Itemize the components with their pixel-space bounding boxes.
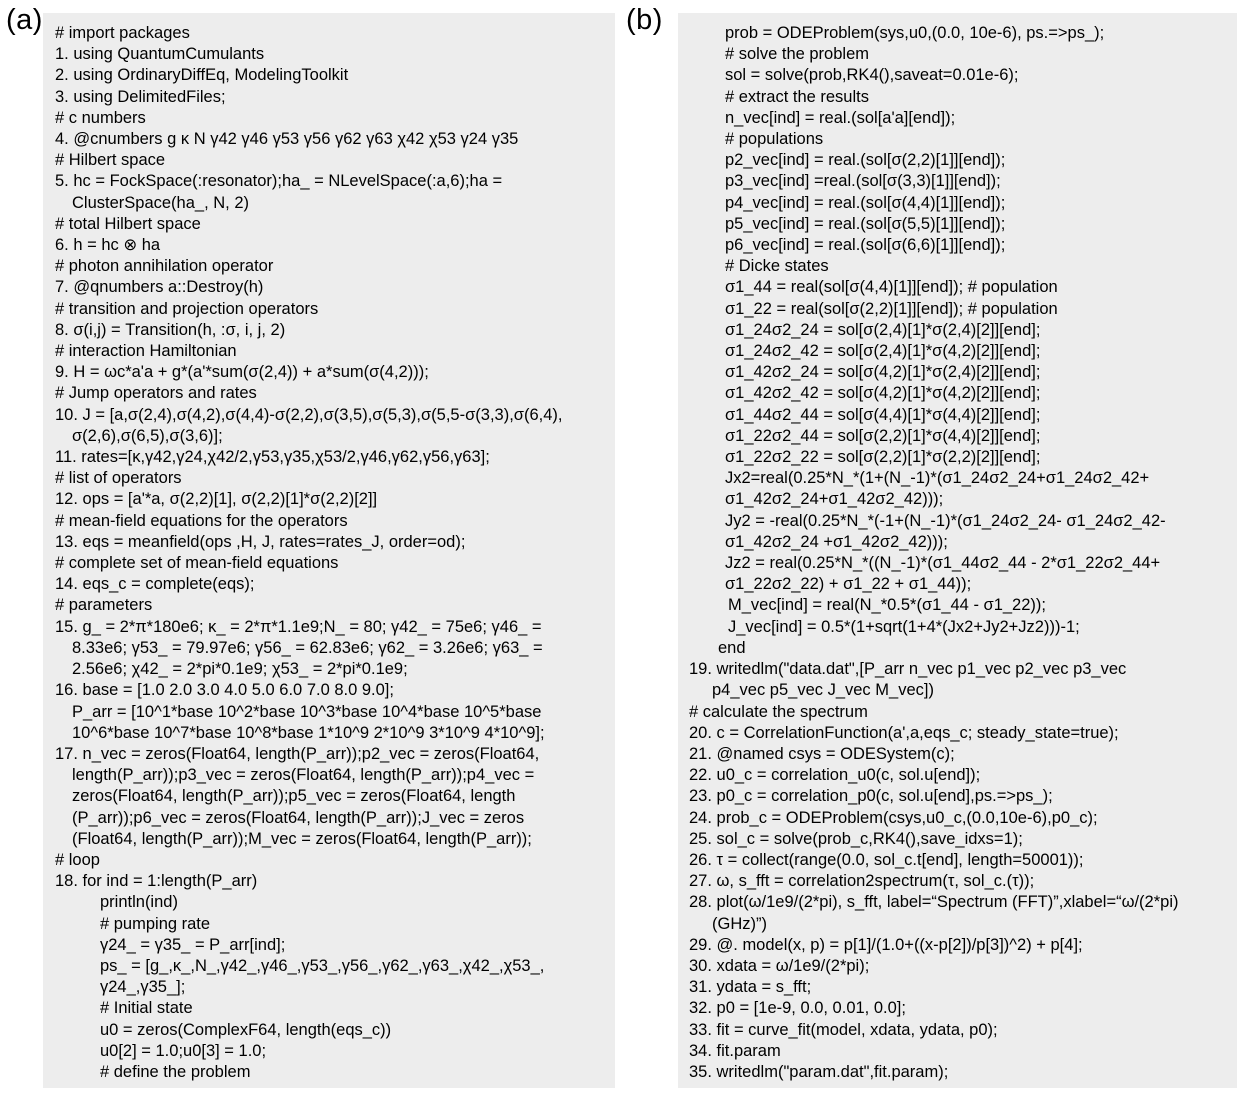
code-line: M_vec[ind] = real(N_*0.5*(σ1_44 - σ1_22)); bbox=[728, 596, 1046, 615]
code-line: 12. ops = [a'*a, σ(2,2)[1], σ(2,2)[1]*σ(2,2)[2]] bbox=[55, 490, 378, 509]
code-line: 13. eqs = meanfield(ops ,H, J, rates=rates_J, order=od); bbox=[55, 532, 466, 551]
code-line: 1. using QuantumCumulants bbox=[55, 45, 265, 64]
code-line: 25. sol_c = solve(prob_c,RK4(),save_idxs=1); bbox=[689, 829, 1023, 848]
code-line: # Dicke states bbox=[725, 257, 829, 276]
code-line: u0 = zeros(ComplexF64, length(eqs_c)) bbox=[100, 1020, 392, 1039]
code-line: 34. fit.param bbox=[689, 1041, 781, 1060]
code-line: σ1_24σ2_42 = sol[σ(2,4)[1]*σ(4,2)[2]][end]; bbox=[725, 342, 1041, 361]
code-line: # loop bbox=[55, 850, 100, 869]
code-line: σ1_22σ2_22) + σ1_22 + σ1_44)); bbox=[725, 575, 972, 594]
code-line: γ24_,γ35_]; bbox=[100, 978, 186, 997]
code-line: 2. using OrdinaryDiffEq, ModelingToolkit bbox=[55, 66, 349, 85]
code-line: # complete set of mean-field equations bbox=[55, 554, 339, 573]
code-line: 7. @qnumbers a::Destroy(h) bbox=[55, 278, 264, 297]
code-line: # pumping rate bbox=[100, 914, 211, 933]
code-line: 3. using DelimitedFiles; bbox=[55, 87, 226, 106]
code-line: 5. hc = FockSpace(:resonator);ha_ = NLevelSpace(:a,6);ha = bbox=[55, 172, 503, 191]
code-line: # extract the results bbox=[725, 87, 869, 106]
code-line: # mean-field equations for the operators bbox=[55, 511, 348, 530]
code-line: length(P_arr));p3_vec = zeros(Float64, length(P_arr));p4_vec = bbox=[72, 766, 535, 785]
code-line: # parameters bbox=[55, 596, 153, 615]
code-line: σ1_22σ2_44 = sol[σ(2,2)[1]*σ(4,4)[2]][end]; bbox=[725, 426, 1041, 445]
code-line: (GHz)”) bbox=[712, 914, 767, 933]
code-line: σ1_22σ2_22 = sol[σ(2,2)[1]*σ(2,2)[2]][end]; bbox=[725, 448, 1041, 467]
code-line: P_arr = [10^1*base 10^2*base 10^3*base 10^4*base 10^5*base bbox=[72, 702, 542, 721]
code-line: # transition and projection operators bbox=[55, 299, 319, 318]
code-line: 33. fit = curve_fit(model, xdata, ydata, p0); bbox=[689, 1020, 998, 1039]
code-line: σ1_42σ2_24 = sol[σ(4,2)[1]*σ(2,4)[2]][end]; bbox=[725, 363, 1041, 382]
code-line: σ1_42σ2_42 = sol[σ(4,2)[1]*σ(4,2)[2]][end]; bbox=[725, 384, 1041, 403]
code-line: 32. p0 = [1e-9, 0.0, 0.01, 0.0]; bbox=[689, 999, 906, 1018]
code-line: 20. c = CorrelationFunction(a',a,eqs_c; steady_state=true); bbox=[689, 723, 1119, 742]
code-line: σ1_44 = real(sol[σ(4,4)[1]][end]); # population bbox=[725, 278, 1058, 297]
code-line: 17. n_vec = zeros(Float64, length(P_arr));p2_vec = zeros(Float64, bbox=[55, 744, 540, 763]
code-line: ClusterSpace(ha_, N, 2) bbox=[72, 193, 249, 212]
code-line: 19. writedlm("data.dat",[P_arr n_vec p1_vec p2_vec p3_vec bbox=[689, 660, 1127, 679]
code-line: ps_ = [g_,κ_,N_,γ42_,γ46_,γ53_,γ56_,γ62_,γ63_,χ42_,χ53_, bbox=[100, 956, 545, 975]
code-line: println(ind) bbox=[100, 893, 178, 912]
code-line: 15. g_ = 2*π*180e6; κ_ = 2*π*1.1e9;N_ = 80; γ42_ = 75e6; γ46_ = bbox=[55, 617, 542, 636]
code-line: σ1_42σ2_24+σ1_42σ2_42))); bbox=[725, 490, 944, 509]
code-line: σ1_24σ2_24 = sol[σ(2,4)[1]*σ(2,4)[2]][end]; bbox=[725, 320, 1041, 339]
code-line: u0[2] = 1.0;u0[3] = 1.0; bbox=[100, 1041, 267, 1060]
code-line: 30. xdata = ω/1e9/(2*pi); bbox=[689, 956, 870, 975]
code-line: 9. H = ωc*a'a + g*(a'*sum(σ(2,4)) + a*sum(σ(4,2))); bbox=[55, 363, 429, 382]
code-line: 14. eqs_c = complete(eqs); bbox=[55, 575, 255, 594]
code-line: 11. rates=[κ,γ42,γ24,χ42/2,γ53,γ35,χ53/2,γ46,γ62,γ56,γ63]; bbox=[55, 448, 490, 467]
code-line: 4. @cnumbers g κ N γ42 γ46 γ53 γ56 γ62 γ63 χ42 χ53 γ24 γ35 bbox=[55, 130, 519, 149]
code-line: Jx2=real(0.25*N_*(1+(N_-1)*(σ1_24σ2_24+σ1_24σ2_42+ bbox=[725, 469, 1150, 488]
code-line: 21. @named csys = ODESystem(c); bbox=[689, 744, 955, 763]
code-line: 2.56e6; χ42_ = 2*pi*0.1e9; χ53_ = 2*pi*0.1e9; bbox=[72, 660, 408, 679]
code-line: end bbox=[718, 638, 746, 657]
code-line: # Hilbert space bbox=[55, 151, 166, 170]
code-line: sol = solve(prob,RK4(),saveat=0.01e-6); bbox=[725, 66, 1019, 85]
code-line: 35. writedlm("param.dat",fit.param); bbox=[689, 1062, 949, 1081]
code-lines bbox=[43, 23, 615, 1083]
code-line: (Float64, length(P_arr));M_vec = zeros(Float64, length(P_arr)); bbox=[72, 829, 532, 848]
code-line: 22. u0_c = correlation_u0(c, sol.u[end]); bbox=[689, 766, 981, 785]
code-line: # Jump operators and rates bbox=[55, 384, 257, 403]
code-line: p5_vec[ind] = real.(sol[σ(5,5)[1]][end]); bbox=[725, 214, 1006, 233]
code-line: # solve the problem bbox=[725, 45, 869, 64]
code-line: # Initial state bbox=[100, 999, 193, 1018]
code-line: # photon annihilation operator bbox=[55, 257, 274, 276]
code-line: (P_arr));p6_vec = zeros(Float64, length(P_arr));J_vec = zeros bbox=[72, 808, 525, 827]
code-line: p2_vec[ind] = real.(sol[σ(2,2)[1]][end]); bbox=[725, 151, 1006, 170]
code-line: σ1_44σ2_44 = sol[σ(4,4)[1]*σ(4,4)[2]][end]; bbox=[725, 405, 1041, 424]
code-line: 10^6*base 10^7*base 10^8*base 1*10^9 2*10^9 3*10^9 4*10^9]; bbox=[72, 723, 545, 742]
code-line: 27. ω, s_fft = correlation2spectrum(τ, sol_c.(τ)); bbox=[689, 872, 1035, 891]
code-panel-b bbox=[678, 13, 1237, 1088]
code-line: 10. J = [a,σ(2,4),σ(4,2),σ(4,4)-σ(2,2),σ(3,5),σ(5,3),σ(5,5-σ(3,3),σ(6,4), bbox=[55, 405, 563, 424]
code-line: p6_vec[ind] = real.(sol[σ(6,6)[1]][end]); bbox=[725, 236, 1006, 255]
code-line: # import packages bbox=[55, 24, 190, 42]
code-line: # populations bbox=[725, 130, 824, 149]
code-line: 28. plot(ω/1e9/(2*pi), s_fft, label=“Spectrum (FFT)”,xlabel=“ω/(2*pi) bbox=[689, 893, 1179, 912]
code-line: 23. p0_c = correlation_p0(c, sol.u[end],ps.=>ps_); bbox=[689, 787, 1053, 806]
code-line: 31. ydata = s_fft; bbox=[689, 978, 812, 997]
code-line: # interaction Hamiltonian bbox=[55, 342, 237, 361]
code-line: Jz2 = real(0.25*N_*((N_-1)*(σ1_44σ2_44 - 2*σ1_22σ2_44+ bbox=[725, 554, 1161, 573]
panel-label-b: (b) bbox=[626, 4, 663, 36]
code-line: 29. @. model(x, p) = p[1]/(1.0+((x-p[2])/p[3])^2) + p[4]; bbox=[689, 935, 1083, 954]
code-line: Jy2 = -real(0.25*N_*(-1+(N_-1)*(σ1_24σ2_24- σ1_24σ2_42- bbox=[725, 511, 1166, 530]
code-line: σ1_42σ2_24 +σ1_42σ2_42))); bbox=[725, 532, 948, 551]
code-lines bbox=[678, 23, 1237, 1083]
code-line: 8.33e6; γ53_ = 79.97e6; γ56_ = 62.83e6; γ62_ = 3.26e6; γ63_ = bbox=[72, 638, 543, 657]
code-line: # c numbers bbox=[55, 108, 146, 127]
code-panel-a bbox=[43, 13, 615, 1088]
panel-label-a: (a) bbox=[6, 4, 43, 36]
code-line: 6. h = hc ⊗ ha bbox=[55, 236, 161, 255]
code-line: zeros(Float64, length(P_arr));p5_vec = zeros(Float64, length bbox=[72, 787, 516, 806]
code-line: 26. τ = collect(range(0.0, sol_c.t[end], length=50001)); bbox=[689, 850, 1084, 869]
code-line: γ24_ = γ35_ = P_arr[ind]; bbox=[100, 935, 286, 954]
code-line: σ1_22 = real(sol[σ(2,2)[1]][end]); # population bbox=[725, 299, 1058, 318]
code-line: 18. for ind = 1:length(P_arr) bbox=[55, 872, 258, 891]
code-line: n_vec[ind] = real.(sol[a'a][end]); bbox=[725, 108, 956, 127]
code-line: 8. σ(i,j) = Transition(h, :σ, i, j, 2) bbox=[55, 320, 286, 339]
code-line: p4_vec[ind] = real.(sol[σ(4,4)[1]][end]); bbox=[725, 193, 1006, 212]
code-line: # total Hilbert space bbox=[55, 214, 201, 233]
code-line: # define the problem bbox=[100, 1062, 251, 1081]
code-line: p3_vec[ind] =real.(sol[σ(3,3)[1]][end]); bbox=[725, 172, 1001, 191]
code-line: 24. prob_c = ODEProblem(csys,u0_c,(0.0,10e-6),p0_c); bbox=[689, 808, 1098, 827]
code-line: p4_vec p5_vec J_vec M_vec]) bbox=[712, 681, 934, 700]
code-line: # calculate the spectrum bbox=[689, 702, 868, 721]
code-line: 16. base = [1.0 2.0 3.0 4.0 5.0 6.0 7.0 8.0 9.0]; bbox=[55, 681, 394, 700]
code-line: prob = ODEProblem(sys,u0,(0.0, 10e-6), ps.=>ps_); bbox=[725, 24, 1105, 42]
code-line: J_vec[ind] = 0.5*(1+sqrt(1+4*(Jx2+Jy2+Jz2)))-1; bbox=[728, 617, 1080, 636]
code-line: σ(2,6),σ(6,5),σ(3,6)]; bbox=[72, 426, 223, 445]
code-line: # list of operators bbox=[55, 469, 182, 488]
